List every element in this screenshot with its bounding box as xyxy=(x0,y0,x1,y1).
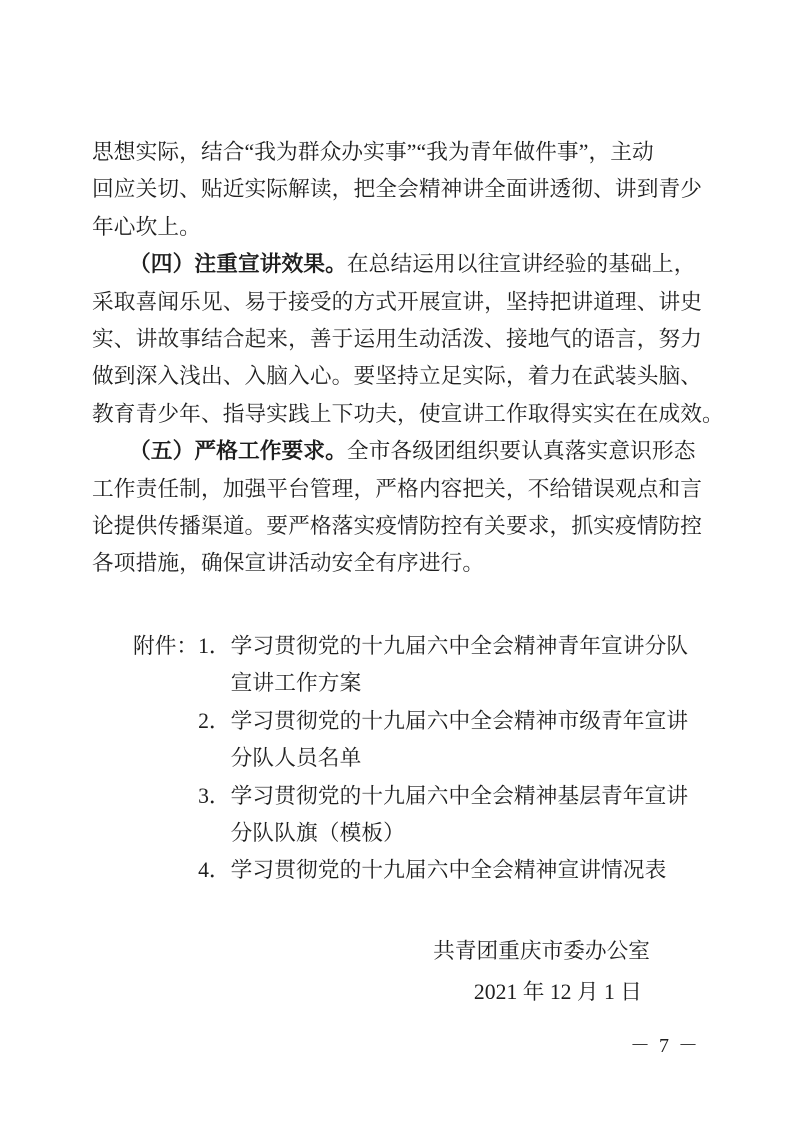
body-line xyxy=(92,471,704,508)
body-line xyxy=(92,209,704,246)
body-line xyxy=(92,171,704,208)
attachment-lines xyxy=(231,628,704,703)
body-line xyxy=(92,396,724,433)
attachment-lines xyxy=(231,778,704,853)
attachment-lines xyxy=(231,703,704,778)
body-line-text: 全市各级团组织要认真落实意识形态 xyxy=(346,439,696,464)
body-line xyxy=(92,284,704,321)
attachment-number: 3． xyxy=(198,783,231,808)
body-line-text: 回应关切、贴近实际解读，把全会精神讲全面讲透彻、讲到青少 xyxy=(92,177,703,202)
body-line-text: 论提供传播渠道。要严格落实疫情防控有关要求，抓实疫情防控 xyxy=(92,514,703,539)
body-line xyxy=(92,246,704,283)
attachment-item xyxy=(198,628,704,703)
document-content xyxy=(92,134,724,1012)
body-line xyxy=(92,508,704,545)
body-line xyxy=(92,433,704,470)
attachment-line: 分队人员名单 xyxy=(230,746,362,771)
attachments-label: 附件： xyxy=(133,633,199,658)
attachments-block xyxy=(92,628,704,890)
attachment-line: 宣讲工作方案 xyxy=(230,671,362,696)
section-heading: （五）严格工作要求。 xyxy=(129,439,347,464)
attachment-number: 2． xyxy=(198,708,231,733)
attachment-line: 学习贯彻党的十九届六中全会精神基层青年宣讲 xyxy=(230,783,689,808)
attachment-item xyxy=(198,852,704,889)
body-line-text: 实、讲故事结合起来，善于运用生动活泼、接地气的语言，努力 xyxy=(92,327,703,352)
attachment-line: 学习贯彻党的十九届六中全会精神青年宣讲分队 xyxy=(230,633,689,658)
body-line xyxy=(92,134,704,171)
body-line-text: 工作责任制，加强平台管理，严格内容把关，不给错误观点和言 xyxy=(92,476,703,501)
body-line xyxy=(92,545,704,582)
attachment-items xyxy=(198,628,704,890)
attachment-line: 分队队旗（模板） xyxy=(230,820,405,845)
body-line-text: 思想实际，结合“我为群众办实事”“我为青年做件事”，主动 xyxy=(92,140,654,164)
signature-organization: 共青团重庆市委办公室 xyxy=(433,938,650,963)
attachment-line: 学习贯彻党的十九届六中全会精神市级青年宣讲 xyxy=(230,708,689,733)
body-line-text: 在总结运用以往宣讲经验的基础上， xyxy=(346,252,696,277)
attachment-item xyxy=(198,703,704,778)
attachment-number: 1． xyxy=(198,633,231,658)
attachment-number: 4． xyxy=(198,858,231,883)
attachment-item xyxy=(198,778,704,853)
body-line-text: 做到深入浅出、入脑入心。要坚持立足实际，着力在武装头脑、 xyxy=(92,364,703,389)
signature-block xyxy=(92,933,704,1012)
body-line xyxy=(92,358,704,395)
section-heading: （四）注重宣讲效果。 xyxy=(129,252,347,277)
body-line-text: 教育青少年、指导实践上下功夫，使宣讲工作取得实实在在成效。 xyxy=(92,401,724,426)
body-line-text: 各项措施，确保宣讲活动安全有序进行。 xyxy=(92,551,485,576)
body-line-text: 采取喜闻乐见、易于接受的方式开展宣讲，坚持把讲道理、讲史 xyxy=(92,289,703,314)
attachment-line: 学习贯彻党的十九届六中全会精神宣讲情况表 xyxy=(230,858,667,883)
signature-date: 2021 年 12 月 1 日 xyxy=(473,980,642,1005)
attachment-lines xyxy=(231,852,704,889)
page-number: － 7 － xyxy=(630,1035,700,1057)
body-text xyxy=(92,134,724,583)
body-line xyxy=(92,321,704,358)
body-line-text: 年心坎上。 xyxy=(92,214,201,239)
